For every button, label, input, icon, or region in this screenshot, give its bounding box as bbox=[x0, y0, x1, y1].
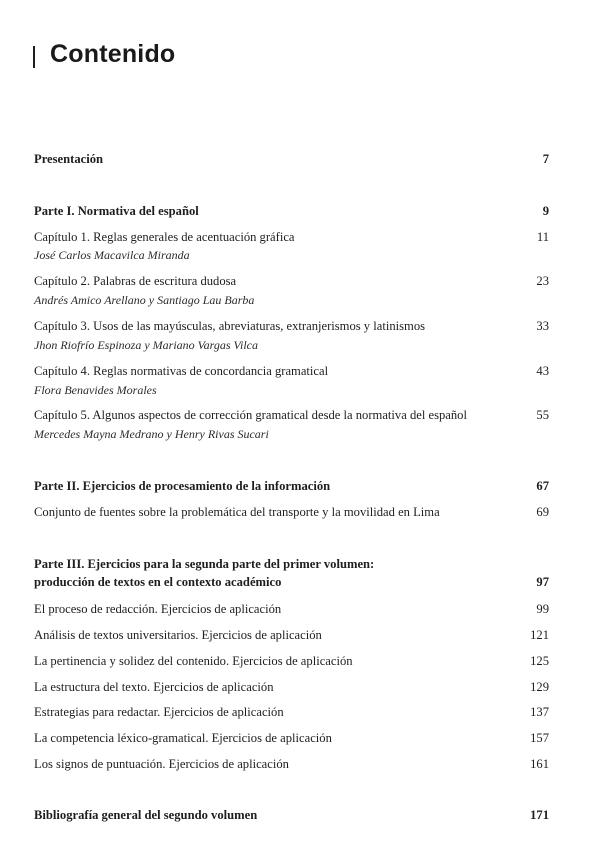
toc-entry-page: 171 bbox=[530, 808, 549, 822]
entry-page: 137 bbox=[530, 705, 549, 719]
part-title: Parte II. Ejercicios de procesamiento de la información bbox=[34, 479, 331, 493]
part-title: Parte I. Normativa del español bbox=[34, 204, 199, 218]
toc-part-3-line2 bbox=[34, 573, 549, 593]
part-page: 9 bbox=[542, 204, 549, 218]
toc-entry bbox=[34, 503, 549, 523]
toc-part-2 bbox=[34, 477, 549, 497]
part-title-continued: producción de textos en el contexto académico bbox=[34, 575, 282, 589]
toc-entry bbox=[34, 729, 549, 749]
part-page: 67 bbox=[536, 479, 549, 493]
toc-entry-label: Bibliografía general del segundo volumen bbox=[34, 808, 258, 822]
chapter-title: Capítulo 1. Reglas generales de acentuación gráfica bbox=[34, 230, 295, 244]
toc-entry-page: 7 bbox=[542, 152, 549, 166]
chapter-page: 11 bbox=[536, 230, 549, 244]
entry-page: 129 bbox=[530, 680, 549, 694]
chapter-author: Jhon Riofrío Espinoza y Mariano Vargas Vilca bbox=[34, 338, 258, 352]
toc-entry bbox=[34, 703, 549, 723]
toc-chapter-4 bbox=[34, 362, 549, 382]
toc-entry-presentacion bbox=[34, 150, 549, 170]
chapter-page: 43 bbox=[536, 364, 549, 378]
chapter-title: Capítulo 3. Usos de las mayúsculas, abreviaturas, extranjerismos y latinismos bbox=[34, 319, 426, 333]
chapter-title: Capítulo 5. Algunos aspectos de corrección gramatical desde la normativa del español bbox=[34, 408, 467, 422]
entry-title: Conjunto de fuentes sobre la problemática del transporte y la movilidad en Lima bbox=[34, 505, 440, 519]
toc-part-3-line1 bbox=[34, 555, 549, 575]
toc-entry bbox=[34, 626, 549, 646]
chapter-author: Andrés Amico Arellano y Santiago Lau Barba bbox=[34, 293, 255, 307]
chapter-page: 23 bbox=[536, 274, 549, 288]
toc-entry bbox=[34, 755, 549, 775]
toc-part-1 bbox=[34, 202, 549, 222]
chapter-author: José Carlos Macavilca Miranda bbox=[34, 248, 190, 262]
toc-entry-label: Presentación bbox=[34, 152, 104, 166]
entry-page: 157 bbox=[530, 731, 549, 745]
entry-page: 125 bbox=[530, 654, 549, 668]
entry-title: El proceso de redacción. Ejercicios de aplicación bbox=[34, 602, 282, 616]
toc-chapter-5 bbox=[34, 406, 549, 426]
entry-page: 121 bbox=[530, 628, 549, 642]
title-accent-bar bbox=[33, 46, 35, 68]
chapter-title: Capítulo 2. Palabras de escritura dudosa bbox=[34, 274, 237, 288]
toc-chapter-1 bbox=[34, 228, 549, 248]
entry-title: Análisis de textos universitarios. Ejercicios de aplicación bbox=[34, 628, 322, 642]
toc-entry bbox=[34, 652, 549, 672]
part-page: 97 bbox=[536, 575, 549, 589]
part-title: Parte III. Ejercicios para la segunda parte del primer volumen: bbox=[34, 557, 375, 571]
entry-page: 99 bbox=[536, 602, 549, 616]
chapter-author: Mercedes Mayna Medrano y Henry Rivas Sucari bbox=[34, 427, 269, 441]
entry-title: Estrategias para redactar. Ejercicios de aplicación bbox=[34, 705, 284, 719]
chapter-author: Flora Benavides Morales bbox=[34, 383, 157, 397]
toc-entry bbox=[34, 678, 549, 698]
toc-chapter-3 bbox=[34, 317, 549, 337]
entry-title: La competencia léxico-gramatical. Ejercicios de aplicación bbox=[34, 731, 332, 745]
toc-entry-bibliografia bbox=[34, 806, 549, 826]
toc-chapter-2 bbox=[34, 272, 549, 292]
page-title: Contenido bbox=[50, 40, 176, 68]
entry-title: La pertinencia y solidez del contenido. Ejercicios de aplicación bbox=[34, 654, 353, 668]
entry-page: 69 bbox=[536, 505, 549, 519]
chapter-page: 33 bbox=[536, 319, 549, 333]
chapter-page: 55 bbox=[536, 408, 549, 422]
entry-title: Los signos de puntuación. Ejercicios de aplicación bbox=[34, 757, 289, 771]
chapter-title: Capítulo 4. Reglas normativas de concordancia gramatical bbox=[34, 364, 329, 378]
entry-page: 161 bbox=[530, 757, 549, 771]
toc-entry bbox=[34, 600, 549, 620]
entry-title: La estructura del texto. Ejercicios de aplicación bbox=[34, 680, 274, 694]
